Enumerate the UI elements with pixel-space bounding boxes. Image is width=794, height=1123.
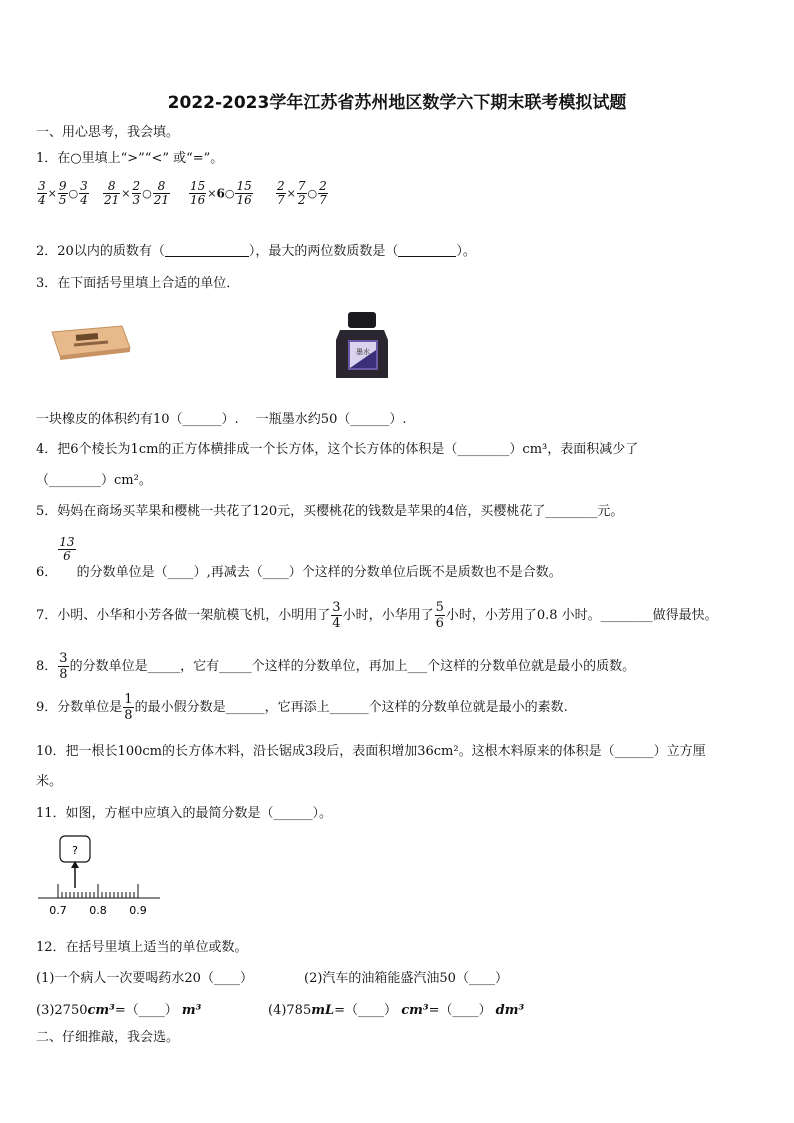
q1-item-4: $\frac{2}{7}$ × $\frac{7}{2}$ ○ $\frac{2}{7}$ [277,179,327,207]
tick-label: 0.9 [129,904,147,917]
q12-text: 12．在括号里填上适当的单位或数。 [36,940,248,955]
q2-blank-2[interactable] [398,244,456,257]
section-2-heading: 二、仔细推敲，我会选。 [36,1030,180,1045]
fraction: $\frac{7}{2}$ [297,179,306,207]
q5: 5．妈妈在商场买苹果和樱桃一共花了120元，买樱桃花的钱数是苹果的4倍，买樱桃花了________元。 [36,504,624,519]
q7: 7．小明、小华和小芳各做一架航模飞机，小明用了 $\frac{3}{4}$ 小时，小华用了 $\frac{5}{6}$ 小时，小芳用了0.8 小时。________做得最快。 [36,600,718,631]
fraction: $\frac{1}{8}$ [124,692,133,723]
q1-item-3: $\frac{15}{16}$ ×6○ $\frac{15}{16}$ [190,179,252,207]
fraction: $\frac{9}{5}$ [58,179,67,207]
fraction: $\frac{2}{7}$ [319,179,327,207]
fraction: $\frac{15}{16}$ [190,179,206,207]
page-title: 2022-2023学年江苏省苏州地区数学六下期末联考模拟试题 [167,93,627,113]
ink-bottle-image [334,310,390,382]
fraction: $\frac{3}{8}$ [59,651,68,682]
section-1-heading: 一、用心思考，我会填。 [36,125,180,140]
q3-text: 3．在下面括号里填上合适的单位． [36,276,240,291]
q1-item-2: $\frac{8}{21}$ × $\frac{2}{3}$ ○ $\frac{8}{21}$ [104,179,170,207]
q12-part-4: (4)785mL=（____） cm³=（____） dm³ [268,1003,525,1018]
fraction: $\frac{2}{3}$ [132,179,141,207]
q10-line-2: 米。 [36,774,63,789]
q2: 2．20以内的质数有（ ），最大的两位数质数是（ ）。 [36,244,476,259]
q11-text: 11．如图，方框中应填入的最简分数是（______）。 [36,806,333,821]
fraction: $\frac{3}{4}$ [80,179,88,207]
eraser-image [46,322,132,360]
tick-label: 0.8 [89,904,107,917]
fraction: $\frac{2}{7}$ [277,179,285,207]
fraction: $\frac{15}{16}$ [236,179,252,207]
q12-part-2: (2)汽车的油箱能盛汽油50（____） [304,971,508,986]
fraction: $\frac{3}{4}$ [38,179,46,207]
q12-part-3: (3)2750cm³=（____） m³ [36,1003,202,1018]
fraction: $\frac{8}{21}$ [153,179,170,207]
fraction: $\frac{8}{21}$ [104,179,120,207]
q3-line: 一块橡皮的体积约有10（______）. 一瓶墨水约50（______）. [36,412,407,427]
q9: 9．分数单位是 $\frac{1}{8}$ 的最小假分数是______，它再添上______个这样的分数单位就是最小的素数. [36,692,568,723]
q4-line-1: 4．把6个棱长为1cm的正方体横排成一个长方体，这个长方体的体积是（________）cm³，表面积减少了 [36,442,639,457]
q8: 8． $\frac{3}{8}$ 的分数单位是_____，它有_____个这样的分数单位，再加上___个这样的分数单位就是最小的质数。 [36,651,636,682]
q6: 6． $\frac{13}{6}$ 的分数单位是（____）,再减去（____）个这样的分数单位后既不是质数也不是合数。 [36,535,562,580]
fraction: $\frac{5}{6}$ [435,600,444,631]
q10-line-1: 10．把一根长100cm的长方体木料，沿长锯成3段后，表面积增加36cm²。这根木料原来的体积是（______）立方厘 [36,744,706,759]
q2-blank-1[interactable] [165,244,249,257]
svg-text:?: ? [72,844,78,857]
q4-line-2: （________）cm²。 [36,473,152,488]
fraction: $\frac{3}{4}$ [332,600,341,631]
fraction: $\frac{13}{6}$ [59,535,75,563]
number-line-figure [36,832,166,922]
q12-part-1: (1)一个病人一次要喝药水20（____） [36,971,253,986]
q1-text: 1．在○里填上“>”“<” 或“=”。 [36,151,224,166]
svg-text:墨水: 墨水 [356,348,370,356]
tick-label: 0.7 [49,904,67,917]
q1-item-1: $\frac{3}{4}$ × $\frac{9}{5}$ ○ $\frac{3}{4}$ [38,179,88,207]
